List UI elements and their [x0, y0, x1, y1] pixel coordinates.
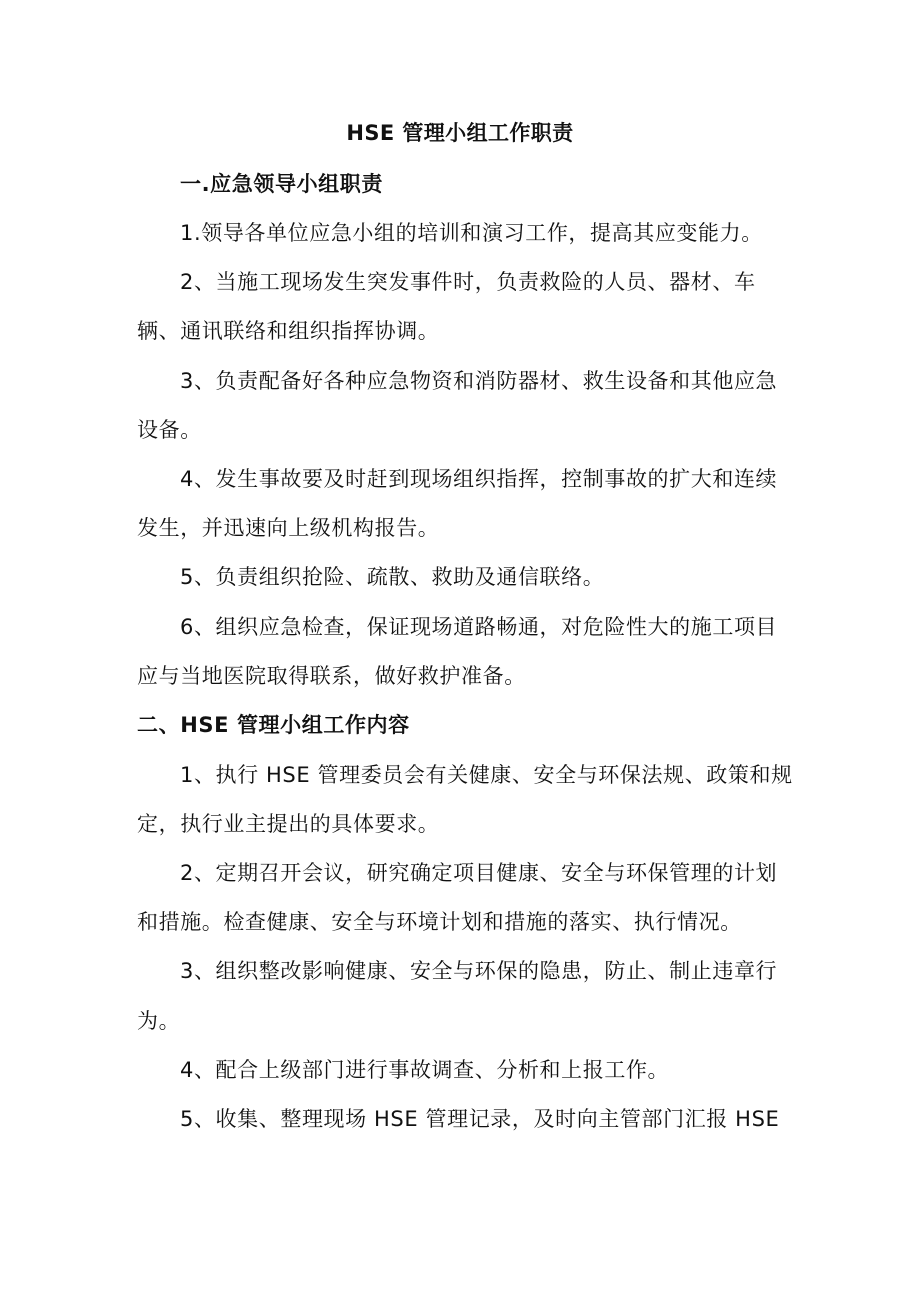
section-heading-2: 二、HSE 管理小组工作内容	[137, 713, 410, 737]
paragraph-line: 和措施。检查健康、安全与环境计划和措施的落实、执行情况。	[137, 910, 742, 934]
paragraph-line: 辆、通讯联络和组织指挥协调。	[137, 319, 440, 343]
paragraph-line: 应与当地医院取得联系，做好救护准备。	[137, 664, 526, 688]
paragraph-line: 设备。	[137, 418, 202, 442]
paragraph-line: 3、负责配备好各种应急物资和消防器材、救生设备和其他应急	[180, 369, 778, 393]
paragraph-line: 2、当施工现场发生突发事件时，负责救险的人员、器材、车	[180, 270, 756, 294]
page-title: HSE 管理小组工作职责	[346, 121, 574, 145]
section-heading-1: 一.应急领导小组职责	[180, 172, 383, 196]
paragraph-line: 3、组织整改影响健康、安全与环保的隐患，防止、制止违章行	[180, 959, 778, 983]
paragraph-line: 2、定期召开会议，研究确定项目健康、安全与环保管理的计划	[180, 861, 778, 885]
paragraph-line: 1、执行 HSE 管理委员会有关健康、安全与环保法规、政策和规	[180, 763, 793, 787]
paragraph-line: 发生，并迅速向上级机构报告。	[137, 516, 440, 540]
paragraph-line: 4、发生事故要及时赶到现场组织指挥，控制事故的扩大和连续	[180, 467, 778, 491]
paragraph-line: 定，执行业主提出的具体要求。	[137, 812, 440, 836]
paragraph-line: 5、收集、整理现场 HSE 管理记录，及时向主管部门汇报 HSE	[180, 1107, 780, 1131]
paragraph-line: 为。	[137, 1009, 181, 1033]
paragraph-line: 5、负责组织抢险、疏散、救助及通信联络。	[180, 565, 605, 589]
paragraph-line: 4、配合上级部门进行事故调查、分析和上报工作。	[180, 1058, 670, 1082]
paragraph-line: 1.领导各单位应急小组的培训和演习工作，提高其应变能力。	[180, 221, 763, 245]
paragraph-line: 6、组织应急检查，保证现场道路畅通，对危险性大的施工项目	[180, 615, 778, 639]
